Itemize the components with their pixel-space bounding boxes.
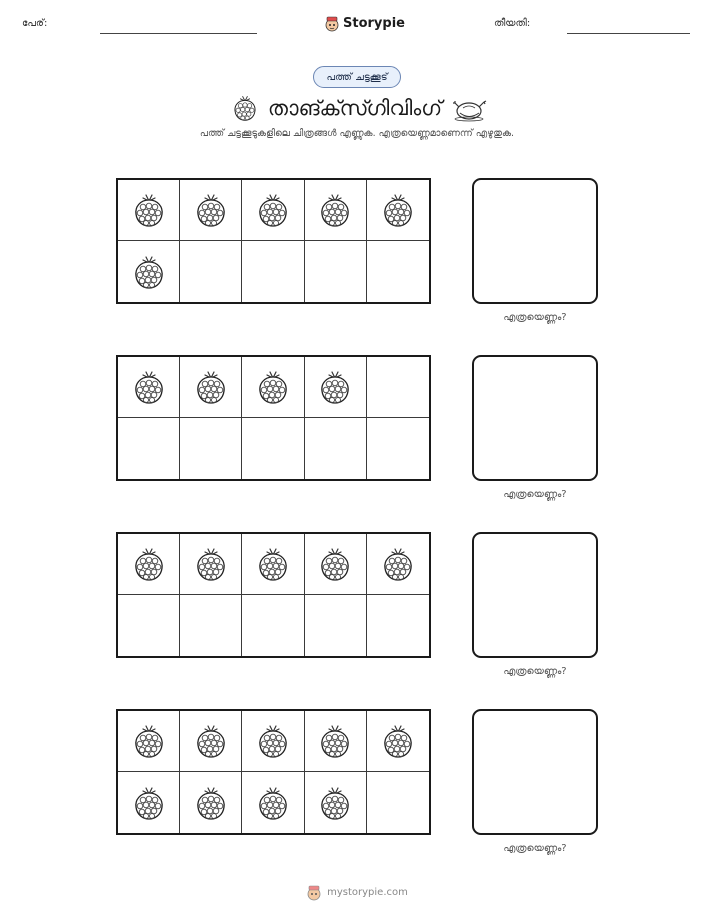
- raspberry-icon: [381, 546, 415, 582]
- name-label: പേര്:: [22, 18, 48, 29]
- raspberry-icon: [194, 369, 228, 405]
- date-write-line[interactable]: [567, 33, 690, 34]
- ten-frame-cell: [118, 241, 180, 302]
- ten-frame: [116, 355, 431, 481]
- name-write-line[interactable]: [100, 33, 257, 34]
- raspberry-icon: [232, 94, 258, 122]
- ten-frame-cell: [367, 357, 429, 418]
- ten-frame-cell: [118, 534, 180, 595]
- raspberry-icon: [318, 723, 352, 759]
- ten-frame-cell: [242, 180, 304, 241]
- ten-frame-cell: [367, 241, 429, 302]
- ten-frame-cell: [305, 595, 367, 656]
- ten-frame-cell: [180, 711, 242, 772]
- subject-pill: പത്ത് ചട്ടക്കൂട്: [313, 66, 401, 88]
- ten-frame-cell: [242, 534, 304, 595]
- ten-frame-cell: [118, 595, 180, 656]
- ten-frame-cell: [180, 772, 242, 833]
- ten-frame-cell: [180, 357, 242, 418]
- raspberry-icon: [256, 723, 290, 759]
- raspberry-icon: [256, 192, 290, 228]
- ten-frame-cell: [367, 595, 429, 656]
- storypie-mascot-icon: [306, 884, 322, 901]
- ten-frame-cell: [305, 357, 367, 418]
- raspberry-icon: [381, 723, 415, 759]
- raspberry-icon: [194, 785, 228, 821]
- raspberry-icon: [194, 723, 228, 759]
- answer-box[interactable]: [472, 532, 598, 658]
- ten-frame-cell: [242, 772, 304, 833]
- ten-frame-cell: [305, 241, 367, 302]
- answer-box[interactable]: [472, 355, 598, 481]
- ten-frame-cell: [118, 711, 180, 772]
- ten-frame-cell: [242, 241, 304, 302]
- how-many-label: എത്രയെണ്ണം?: [503, 312, 567, 323]
- how-many-label: എത്രയെണ്ണം?: [503, 489, 567, 500]
- ten-frame: [116, 532, 431, 658]
- raspberry-icon: [256, 785, 290, 821]
- storypie-mascot-icon: [324, 15, 340, 32]
- raspberry-icon: [132, 254, 166, 290]
- ten-frame-cell: [367, 772, 429, 833]
- ten-frame-cell: [367, 418, 429, 479]
- ten-frame-cell: [242, 418, 304, 479]
- raspberry-icon: [132, 192, 166, 228]
- ten-frame-cell: [367, 711, 429, 772]
- raspberry-icon: [256, 546, 290, 582]
- ten-frame-cell: [180, 418, 242, 479]
- raspberry-icon: [256, 369, 290, 405]
- footer-url[interactable]: mystorypie.com: [327, 887, 408, 898]
- ten-frame-cell: [242, 357, 304, 418]
- roast-turkey-icon: [452, 94, 488, 122]
- ten-frame-cell: [180, 180, 242, 241]
- answer-box[interactable]: [472, 178, 598, 304]
- how-many-label: എത്രയെണ്ണം?: [503, 666, 567, 677]
- ten-frame-cell: [305, 772, 367, 833]
- raspberry-icon: [132, 785, 166, 821]
- ten-frame-cell: [118, 357, 180, 418]
- page-title: താങ്ക്സ്ഗിവിംഗ്: [267, 95, 443, 120]
- storypie-logo: [324, 12, 405, 34]
- raspberry-icon: [318, 785, 352, 821]
- instructions: പത്ത് ചട്ടക്കൂടുകളിലെ ചിത്രങ്ങൾ എണ്ണുക. എത്രയെണ്ണമാണെന്ന് എഴുതുക.: [199, 128, 515, 139]
- ten-frame-cell: [242, 595, 304, 656]
- raspberry-icon: [194, 192, 228, 228]
- ten-frame-cell: [242, 711, 304, 772]
- raspberry-icon: [318, 546, 352, 582]
- title-row: [232, 90, 488, 126]
- ten-frame-cell: [180, 534, 242, 595]
- raspberry-icon: [132, 369, 166, 405]
- ten-frame-cell: [118, 418, 180, 479]
- ten-frame-cell: [180, 241, 242, 302]
- how-many-label: എത്രയെണ്ണം?: [503, 843, 567, 854]
- raspberry-icon: [132, 723, 166, 759]
- answer-box[interactable]: [472, 709, 598, 835]
- footer: [0, 884, 714, 901]
- raspberry-icon: [318, 192, 352, 228]
- ten-frame-cell: [305, 711, 367, 772]
- raspberry-icon: [132, 546, 166, 582]
- ten-frame: [116, 178, 431, 304]
- ten-frame-cell: [118, 772, 180, 833]
- ten-frame-cell: [367, 180, 429, 241]
- ten-frame: [116, 709, 431, 835]
- logo-text: Storypie: [343, 15, 405, 31]
- ten-frame-cell: [180, 595, 242, 656]
- date-label: തീയതി:: [494, 18, 531, 29]
- ten-frame-cell: [305, 180, 367, 241]
- ten-frame-cell: [367, 534, 429, 595]
- ten-frame-cell: [305, 534, 367, 595]
- raspberry-icon: [381, 192, 415, 228]
- raspberry-icon: [194, 546, 228, 582]
- ten-frame-cell: [305, 418, 367, 479]
- ten-frame-cell: [118, 180, 180, 241]
- raspberry-icon: [318, 369, 352, 405]
